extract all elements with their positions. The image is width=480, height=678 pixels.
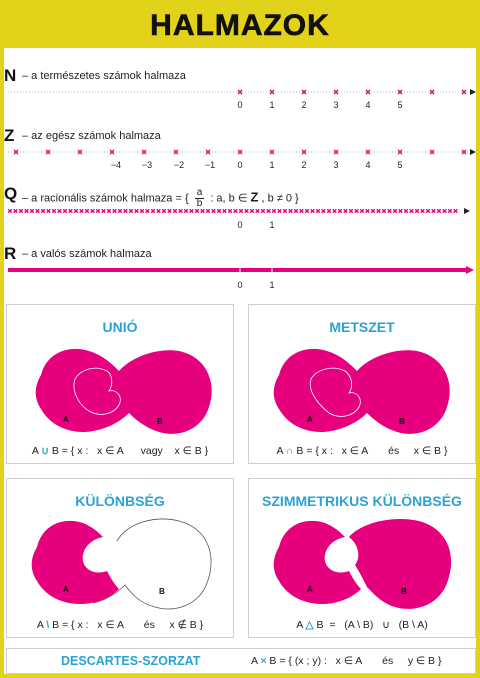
set-label-a: A bbox=[63, 585, 69, 594]
rational-mark bbox=[349, 209, 353, 213]
rational-mark bbox=[151, 209, 155, 213]
rational-mark bbox=[300, 209, 304, 213]
card-symmetric-difference bbox=[248, 478, 476, 638]
marks-q bbox=[8, 209, 457, 213]
tick-label: 2 bbox=[301, 100, 307, 110]
rational-mark bbox=[388, 209, 392, 213]
integer-mark bbox=[462, 150, 466, 154]
rational-mark bbox=[146, 209, 150, 213]
tick-label: 0 bbox=[237, 100, 243, 110]
rational-mark bbox=[393, 209, 397, 213]
rational-mark bbox=[454, 209, 458, 213]
page-title: HALMAZOK bbox=[150, 9, 330, 42]
rational-mark bbox=[360, 209, 364, 213]
rational-mark bbox=[140, 209, 144, 213]
descartes-title: DESCARTES-SZORZAT bbox=[61, 654, 201, 668]
fraction-numerator: a bbox=[196, 187, 203, 198]
rational-mark bbox=[201, 209, 205, 213]
rational-mark bbox=[256, 209, 260, 213]
descartes-formula: A × B = { (x ; y) : x ∈ A és y ∈ B } bbox=[251, 655, 442, 667]
integer-mark bbox=[142, 150, 146, 154]
rational-mark bbox=[382, 209, 386, 213]
card-union bbox=[6, 304, 234, 464]
arrow-q bbox=[464, 208, 470, 214]
intersection-formula: A ∩ B = { x : x ∈ A és x ∈ B } bbox=[276, 445, 448, 457]
rational-mark bbox=[289, 209, 293, 213]
symbol-r: R bbox=[4, 244, 17, 263]
symbol-q: Q bbox=[4, 184, 18, 203]
desc-rationals-mid: : a, b ∈ bbox=[210, 192, 248, 205]
symdiff-formula: A △ B = (A \ B) ∪ (B \ A) bbox=[296, 619, 428, 631]
rational-mark bbox=[344, 209, 348, 213]
rational-mark bbox=[47, 209, 51, 213]
rational-mark bbox=[206, 209, 210, 213]
rational-mark bbox=[30, 209, 34, 213]
difference-title: KÜLÖNBSÉG bbox=[75, 493, 165, 509]
intersection-operator: ∩ bbox=[285, 445, 294, 457]
rational-mark bbox=[96, 209, 100, 213]
arrow-n bbox=[470, 89, 476, 95]
rational-mark bbox=[91, 209, 95, 213]
rational-mark bbox=[102, 209, 106, 213]
rational-mark bbox=[173, 209, 177, 213]
rational-mark bbox=[239, 209, 243, 213]
rational-mark bbox=[190, 209, 194, 213]
difference-formula: A \ B = { x : x ∈ A és x ∉ B } bbox=[36, 619, 204, 631]
tick-label: 5 bbox=[397, 100, 403, 110]
rational-mark bbox=[338, 209, 342, 213]
section-rationals bbox=[0, 180, 480, 232]
natural-mark bbox=[334, 90, 338, 94]
rational-mark bbox=[124, 209, 128, 213]
tick-label: 0 bbox=[237, 280, 243, 290]
rational-mark bbox=[41, 209, 45, 213]
integer-mark bbox=[366, 150, 370, 154]
set-label-a: A bbox=[307, 585, 313, 594]
tick-label: 1 bbox=[269, 160, 275, 170]
rational-mark bbox=[448, 209, 452, 213]
rational-mark bbox=[272, 209, 276, 213]
rational-mark bbox=[85, 209, 89, 213]
fraction-denominator: b bbox=[196, 198, 203, 209]
natural-mark bbox=[270, 90, 274, 94]
rational-mark bbox=[184, 209, 188, 213]
rational-mark bbox=[74, 209, 78, 213]
section-reals bbox=[0, 240, 480, 292]
rational-mark bbox=[63, 209, 67, 213]
rational-mark bbox=[327, 209, 331, 213]
tick-label: −3 bbox=[141, 160, 153, 170]
union-title: UNIÓ bbox=[102, 319, 138, 335]
rational-mark bbox=[157, 209, 161, 213]
rational-mark bbox=[179, 209, 183, 213]
intersection-title: METSZET bbox=[329, 319, 395, 335]
rational-mark bbox=[355, 209, 359, 213]
rational-mark bbox=[107, 209, 111, 213]
desc-rationals-end: , b ≠ 0 } bbox=[261, 192, 299, 205]
set-label-a: A bbox=[307, 415, 313, 424]
rational-mark bbox=[25, 209, 29, 213]
rational-mark bbox=[135, 209, 139, 213]
rational-mark bbox=[404, 209, 408, 213]
tick-label: 0 bbox=[237, 220, 243, 230]
natural-mark bbox=[462, 90, 466, 94]
natural-mark bbox=[238, 90, 242, 94]
desc-natural-numbers: – a természetes számok halmaza bbox=[22, 70, 186, 82]
integer-mark bbox=[78, 150, 82, 154]
rational-mark bbox=[14, 209, 18, 213]
rational-mark bbox=[443, 209, 447, 213]
set-label-a: A bbox=[63, 415, 69, 424]
union-operator: ∪ bbox=[41, 445, 49, 457]
tick-label: 3 bbox=[333, 160, 339, 170]
symbol-z-inline: Z bbox=[250, 189, 259, 205]
marks-n bbox=[238, 90, 466, 94]
section-natural-numbers bbox=[0, 62, 480, 112]
title-banner bbox=[4, 4, 476, 48]
card-difference bbox=[6, 478, 234, 638]
rational-mark bbox=[294, 209, 298, 213]
rational-mark bbox=[113, 209, 117, 213]
set-label-b: B bbox=[399, 417, 405, 426]
rational-mark bbox=[432, 209, 436, 213]
rational-mark bbox=[36, 209, 40, 213]
tick-label: 4 bbox=[365, 160, 371, 170]
rational-mark bbox=[217, 209, 221, 213]
set-label-b: B bbox=[157, 417, 163, 426]
integer-mark bbox=[430, 150, 434, 154]
integer-mark bbox=[46, 150, 50, 154]
rational-mark bbox=[19, 209, 23, 213]
rational-mark bbox=[267, 209, 271, 213]
rational-mark bbox=[118, 209, 122, 213]
rational-mark bbox=[245, 209, 249, 213]
arrow-z bbox=[470, 149, 476, 155]
symbol-n: N bbox=[4, 66, 17, 85]
set-label-b: B bbox=[159, 587, 165, 596]
tick-label: 1 bbox=[269, 220, 275, 230]
rational-mark bbox=[399, 209, 403, 213]
rational-mark bbox=[371, 209, 375, 213]
rational-mark bbox=[410, 209, 414, 213]
tick-label: 1 bbox=[269, 280, 275, 290]
tick-label: 1 bbox=[269, 100, 275, 110]
integer-mark bbox=[238, 150, 242, 154]
difference-operator: \ bbox=[46, 619, 50, 631]
rational-mark bbox=[234, 209, 238, 213]
rational-mark bbox=[58, 209, 62, 213]
descartes-operator: × bbox=[260, 655, 267, 667]
rational-mark bbox=[162, 209, 166, 213]
tick-label: −1 bbox=[204, 160, 216, 170]
natural-mark bbox=[430, 90, 434, 94]
rational-mark bbox=[426, 209, 430, 213]
tick-label: 5 bbox=[397, 160, 403, 170]
rational-mark bbox=[278, 209, 282, 213]
rational-mark bbox=[415, 209, 419, 213]
rational-mark bbox=[437, 209, 441, 213]
difference-filled-region bbox=[32, 521, 119, 604]
arrow-r bbox=[466, 266, 474, 274]
intersection-filled-region bbox=[274, 349, 450, 434]
rational-mark bbox=[195, 209, 199, 213]
rational-mark bbox=[250, 209, 254, 213]
card-descartes bbox=[6, 648, 476, 674]
rational-mark bbox=[333, 209, 337, 213]
rational-mark bbox=[69, 209, 73, 213]
union-venn-diagram bbox=[7, 341, 233, 451]
integer-mark bbox=[174, 150, 178, 154]
rational-mark bbox=[316, 209, 320, 213]
tick-label: 0 bbox=[237, 160, 243, 170]
difference-venn-diagram bbox=[7, 513, 233, 623]
rational-mark bbox=[223, 209, 227, 213]
symbol-z: Z bbox=[4, 126, 15, 145]
section-integers bbox=[0, 122, 480, 172]
rational-mark bbox=[421, 209, 425, 213]
tick-label: −2 bbox=[173, 160, 185, 170]
rational-mark bbox=[322, 209, 326, 213]
rational-mark bbox=[212, 209, 216, 213]
card-intersection bbox=[248, 304, 476, 464]
symdiff-operator: △ bbox=[305, 619, 314, 631]
rational-mark bbox=[311, 209, 315, 213]
symdiff-region-a bbox=[274, 521, 361, 604]
integer-mark bbox=[270, 150, 274, 154]
desc-reals: – a valós számok halmaza bbox=[22, 248, 152, 260]
rational-mark bbox=[8, 209, 12, 213]
rational-mark bbox=[228, 209, 232, 213]
rational-mark bbox=[377, 209, 381, 213]
rational-mark bbox=[283, 209, 287, 213]
natural-mark bbox=[366, 90, 370, 94]
tick-label: 4 bbox=[365, 100, 371, 110]
rational-mark bbox=[168, 209, 172, 213]
tick-label: −4 bbox=[110, 160, 122, 170]
tick-label: 3 bbox=[333, 100, 339, 110]
tick-label: 2 bbox=[301, 160, 307, 170]
symdiff-title: SZIMMETRIKUS KÜLÖNBSÉG bbox=[262, 493, 462, 509]
desc-integers: – az egész számok halmaza bbox=[22, 130, 161, 142]
rational-mark bbox=[305, 209, 309, 213]
rational-mark bbox=[80, 209, 84, 213]
symdiff-venn-diagram bbox=[249, 513, 475, 623]
union-formula: A ∪ B = { x : x ∈ A vagy x ∈ B } bbox=[31, 445, 209, 457]
desc-rationals-start: – a racionális számok halmaza = { bbox=[22, 192, 189, 205]
integer-mark bbox=[334, 150, 338, 154]
rational-mark bbox=[261, 209, 265, 213]
rational-mark bbox=[52, 209, 56, 213]
set-label-b: B bbox=[401, 587, 407, 596]
real-line-bar bbox=[8, 268, 468, 272]
rational-mark bbox=[366, 209, 370, 213]
rational-mark bbox=[129, 209, 133, 213]
intersection-venn-diagram bbox=[249, 341, 475, 451]
